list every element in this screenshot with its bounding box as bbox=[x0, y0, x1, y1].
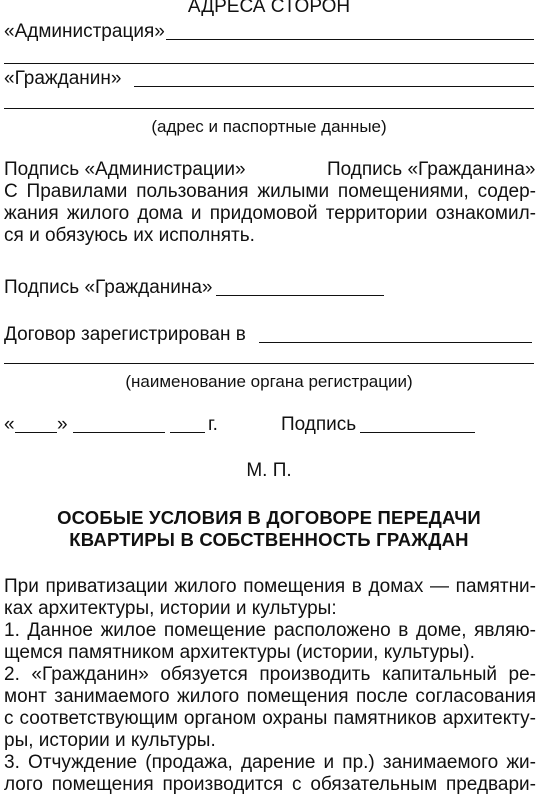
date-sign-line bbox=[360, 432, 475, 433]
registration-line bbox=[259, 342, 532, 343]
date-open-quote: « bbox=[4, 414, 15, 435]
day-line bbox=[15, 432, 57, 433]
administration-label: «Администрация» bbox=[4, 21, 165, 42]
conditions-line: 2. «Гражданин» обязуется производить капитальный ре- bbox=[4, 664, 536, 685]
conditions-line: ках архитектуры, истории и культуры: bbox=[4, 598, 337, 619]
citizen-label: «Гражданин» bbox=[4, 68, 122, 89]
registration-label: Договор зарегистрирован в bbox=[4, 324, 246, 345]
conditions-line: 1. Данное жилое помещение расположено в доме, являю- bbox=[4, 620, 536, 641]
conditions-line: с соответствующим органом охраны памятников архитекту- bbox=[4, 708, 536, 729]
acknowledgement-line: жания жилого дома и придомовой территории ознакомил- bbox=[4, 203, 536, 224]
citizen-address-line bbox=[134, 86, 534, 87]
conditions-line: ры, истории и культуры. bbox=[4, 730, 216, 751]
administration-address-line bbox=[166, 39, 534, 40]
section-title-line-1: ОСОБЫЕ УСЛОВИЯ В ДОГОВОРЕ ПЕРЕДАЧИ bbox=[57, 507, 481, 528]
year-line bbox=[170, 432, 205, 433]
conditions-line: щемся памятником архитектуры (истории, культуры). bbox=[4, 642, 475, 663]
seal-label: М. П. bbox=[246, 460, 292, 481]
admin-signature-label: Подпись «Администрации» bbox=[4, 159, 246, 180]
address-caption: (адрес и паспортные данные) bbox=[151, 117, 387, 136]
year-suffix: г. bbox=[208, 414, 218, 435]
registration-line-2 bbox=[4, 363, 534, 364]
date-sign-label: Подпись bbox=[281, 414, 357, 435]
section-title-line-2: КВАРТИРЫ В СОБСТВЕННОСТЬ ГРАЖДАН bbox=[69, 529, 469, 550]
conditions-paragraph bbox=[4, 576, 536, 796]
citizen-address-line-2 bbox=[4, 108, 534, 109]
registration-caption: (наименование органа регистрации) bbox=[125, 372, 413, 391]
addresses-title: АДРЕСА СТОРОН bbox=[187, 0, 351, 17]
citizen-signature-label-2: Подпись «Гражданина» bbox=[4, 277, 213, 298]
administration-address-line-2 bbox=[4, 63, 534, 64]
conditions-line: 3. Отчуждение (продажа, дарение и пр.) занимаемого жи- bbox=[4, 752, 536, 773]
acknowledgement-paragraph bbox=[4, 181, 536, 247]
conditions-line: лого помещения производится с обязательным предвари- bbox=[4, 774, 536, 795]
citizen-signature-line bbox=[216, 295, 384, 296]
conditions-line: монт занимаемого жилого помещения после согласования bbox=[4, 686, 536, 707]
date-close-quote: » bbox=[57, 414, 68, 435]
acknowledgement-line: ся и обязуюсь их исполнять. bbox=[4, 225, 255, 246]
month-line bbox=[73, 432, 165, 433]
acknowledgement-line: С Правилами пользования жилыми помещениями, содер- bbox=[4, 181, 536, 202]
conditions-line: При приватизации жилого помещения в домах — памятни- bbox=[4, 576, 536, 597]
citizen-signature-label: Подпись «Гражданина» bbox=[327, 159, 536, 180]
